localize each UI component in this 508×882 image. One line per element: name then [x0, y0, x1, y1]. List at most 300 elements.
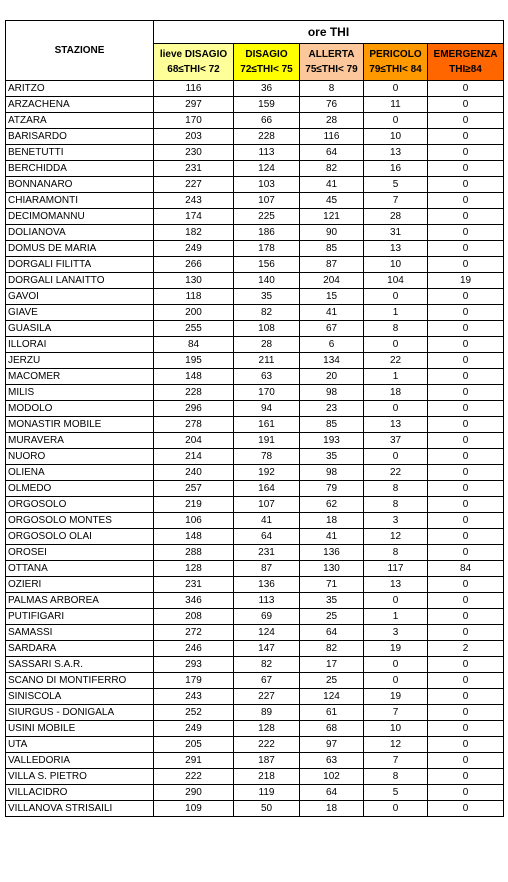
- hours-cell: 119: [234, 785, 300, 801]
- hours-cell: 0: [428, 433, 504, 449]
- table-row: [6, 673, 504, 689]
- hours-cell: 117: [364, 561, 428, 577]
- hours-cell: 222: [154, 769, 234, 785]
- hours-cell: 22: [364, 353, 428, 369]
- station-name-cell: NUORO: [6, 449, 154, 465]
- hours-cell: 0: [428, 225, 504, 241]
- hours-cell: 0: [428, 497, 504, 513]
- hours-cell: 41: [234, 513, 300, 529]
- hours-cell: 161: [234, 417, 300, 433]
- hours-cell: 5: [364, 177, 428, 193]
- hours-cell: 0: [428, 337, 504, 353]
- category-range: 68≤THI< 72: [167, 64, 220, 75]
- hours-cell: 136: [234, 577, 300, 593]
- table-row: [6, 481, 504, 497]
- hours-cell: 124: [300, 689, 364, 705]
- hours-cell: 116: [154, 81, 234, 97]
- hours-cell: 18: [300, 513, 364, 529]
- station-name-cell: SIURGUS - DONIGALA: [6, 705, 154, 721]
- hours-cell: 98: [300, 465, 364, 481]
- hours-cell: 249: [154, 241, 234, 257]
- hours-cell: 252: [154, 705, 234, 721]
- station-name-cell: ATZARA: [6, 113, 154, 129]
- category-range: THI≥84: [449, 64, 482, 75]
- hours-cell: 64: [234, 529, 300, 545]
- station-name-cell: BENETUTTI: [6, 145, 154, 161]
- hours-cell: 71: [300, 577, 364, 593]
- hours-cell: 85: [300, 241, 364, 257]
- hours-cell: 7: [364, 753, 428, 769]
- hours-cell: 231: [154, 161, 234, 177]
- hours-cell: 140: [234, 273, 300, 289]
- station-name-cell: ILLORAI: [6, 337, 154, 353]
- station-name-cell: GUASILA: [6, 321, 154, 337]
- table-row: [6, 497, 504, 513]
- hours-cell: 227: [234, 689, 300, 705]
- hours-cell: 0: [428, 769, 504, 785]
- hours-cell: 148: [154, 529, 234, 545]
- hours-cell: 107: [234, 497, 300, 513]
- hours-cell: 346: [154, 593, 234, 609]
- hours-cell: 36: [234, 81, 300, 97]
- category-name: lieve DISAGIO: [159, 49, 228, 60]
- hours-cell: 0: [428, 369, 504, 385]
- hours-cell: 76: [300, 97, 364, 113]
- hours-cell: 41: [300, 529, 364, 545]
- hours-cell: 82: [300, 161, 364, 177]
- hours-cell: 79: [300, 481, 364, 497]
- category-range: 79≤THI< 84: [369, 64, 422, 75]
- hours-cell: 0: [364, 81, 428, 97]
- hours-cell: 3: [364, 625, 428, 641]
- hours-cell: 10: [364, 257, 428, 273]
- station-name-cell: MURAVERA: [6, 433, 154, 449]
- station-name-cell: GIAVE: [6, 305, 154, 321]
- hours-cell: 179: [154, 673, 234, 689]
- hours-cell: 23: [300, 401, 364, 417]
- hours-cell: 257: [154, 481, 234, 497]
- hours-cell: 15: [300, 289, 364, 305]
- hours-cell: 178: [234, 241, 300, 257]
- table-row: [6, 321, 504, 337]
- hours-cell: 0: [428, 417, 504, 433]
- hours-cell: 84: [154, 337, 234, 353]
- hours-cell: 10: [364, 129, 428, 145]
- hours-cell: 102: [300, 769, 364, 785]
- hours-cell: 255: [154, 321, 234, 337]
- table-row: [6, 193, 504, 209]
- hours-cell: 0: [428, 545, 504, 561]
- hours-cell: 121: [300, 209, 364, 225]
- hours-cell: 13: [364, 417, 428, 433]
- hours-cell: 296: [154, 401, 234, 417]
- hours-cell: 69: [234, 609, 300, 625]
- hours-cell: 0: [364, 657, 428, 673]
- hours-cell: 8: [364, 481, 428, 497]
- hours-cell: 13: [364, 145, 428, 161]
- category-name: EMERGENZA: [433, 49, 498, 60]
- table-row: [6, 625, 504, 641]
- hours-cell: 1: [364, 305, 428, 321]
- station-name-cell: SAMASSI: [6, 625, 154, 641]
- hours-cell: 227: [154, 177, 234, 193]
- hours-cell: 7: [364, 705, 428, 721]
- hours-cell: 10: [364, 721, 428, 737]
- station-name-cell: GAVOI: [6, 289, 154, 305]
- hours-cell: 205: [154, 737, 234, 753]
- table-row: [6, 561, 504, 577]
- hours-cell: 25: [300, 609, 364, 625]
- hours-cell: 0: [428, 113, 504, 129]
- table-row: [6, 417, 504, 433]
- hours-cell: 203: [154, 129, 234, 145]
- table-row: [6, 785, 504, 801]
- hours-cell: 0: [428, 705, 504, 721]
- hours-cell: 225: [234, 209, 300, 225]
- hours-cell: 0: [428, 97, 504, 113]
- table-row: [6, 225, 504, 241]
- hours-cell: 45: [300, 193, 364, 209]
- hours-cell: 182: [154, 225, 234, 241]
- station-name-cell: USINI MOBILE: [6, 721, 154, 737]
- station-name-cell: MACOMER: [6, 369, 154, 385]
- hours-cell: 156: [234, 257, 300, 273]
- hours-cell: 22: [364, 465, 428, 481]
- hours-cell: 28: [300, 113, 364, 129]
- category-header-lieve-disagio: [154, 44, 234, 81]
- table-row: [6, 241, 504, 257]
- hours-cell: 0: [428, 177, 504, 193]
- hours-cell: 164: [234, 481, 300, 497]
- hours-cell: 0: [428, 673, 504, 689]
- table-body: [6, 81, 504, 817]
- station-name-cell: VILLANOVA STRISAILI: [6, 801, 154, 817]
- category-name: PERICOLO: [369, 49, 422, 60]
- hours-cell: 0: [428, 305, 504, 321]
- station-name-cell: DOMUS DE MARIA: [6, 241, 154, 257]
- hours-cell: 0: [364, 289, 428, 305]
- hours-cell: 0: [428, 257, 504, 273]
- hours-cell: 107: [234, 193, 300, 209]
- hours-cell: 272: [154, 625, 234, 641]
- hours-cell: 66: [234, 113, 300, 129]
- station-name-cell: VALLEDORIA: [6, 753, 154, 769]
- hours-cell: 19: [364, 641, 428, 657]
- station-name-cell: MILIS: [6, 385, 154, 401]
- hours-cell: 134: [300, 353, 364, 369]
- station-name-cell: DOLIANOVA: [6, 225, 154, 241]
- hours-cell: 159: [234, 97, 300, 113]
- table-row: [6, 161, 504, 177]
- station-name-cell: MODOLO: [6, 401, 154, 417]
- table-row: [6, 81, 504, 97]
- hours-cell: 67: [300, 321, 364, 337]
- hours-cell: 0: [428, 209, 504, 225]
- table-row: [6, 657, 504, 673]
- hours-cell: 108: [234, 321, 300, 337]
- hours-cell: 192: [234, 465, 300, 481]
- station-name-cell: ORGOSOLO: [6, 497, 154, 513]
- hours-cell: 291: [154, 753, 234, 769]
- hours-cell: 246: [154, 641, 234, 657]
- hours-cell: 41: [300, 177, 364, 193]
- hours-cell: 63: [234, 369, 300, 385]
- hours-cell: 35: [300, 593, 364, 609]
- hours-cell: 94: [234, 401, 300, 417]
- hours-cell: 0: [428, 353, 504, 369]
- hours-cell: 1: [364, 369, 428, 385]
- station-name-cell: VILLACIDRO: [6, 785, 154, 801]
- hours-cell: 20: [300, 369, 364, 385]
- table-row: [6, 145, 504, 161]
- station-name-cell: SCANO DI MONTIFERRO: [6, 673, 154, 689]
- table-row: [6, 273, 504, 289]
- table-row: [6, 737, 504, 753]
- hours-cell: 0: [428, 385, 504, 401]
- hours-cell: 90: [300, 225, 364, 241]
- hours-cell: 82: [234, 305, 300, 321]
- hours-cell: 243: [154, 193, 234, 209]
- hours-cell: 16: [364, 161, 428, 177]
- hours-cell: 3: [364, 513, 428, 529]
- hours-cell: 103: [234, 177, 300, 193]
- hours-cell: 0: [428, 161, 504, 177]
- thi-group-header: ore THI: [154, 21, 504, 44]
- hours-cell: 187: [234, 753, 300, 769]
- station-name-cell: BERCHIDDA: [6, 161, 154, 177]
- station-name-cell: BONNANARO: [6, 177, 154, 193]
- hours-cell: 0: [428, 737, 504, 753]
- hours-cell: 82: [300, 641, 364, 657]
- hours-cell: 288: [154, 545, 234, 561]
- hours-cell: 0: [428, 145, 504, 161]
- table-row: [6, 177, 504, 193]
- hours-cell: 106: [154, 513, 234, 529]
- hours-cell: 12: [364, 529, 428, 545]
- hours-cell: 136: [300, 545, 364, 561]
- hours-cell: 128: [234, 721, 300, 737]
- table-row: [6, 385, 504, 401]
- hours-cell: 87: [234, 561, 300, 577]
- hours-cell: 50: [234, 801, 300, 817]
- station-name-cell: MONASTIR MOBILE: [6, 417, 154, 433]
- hours-cell: 0: [428, 289, 504, 305]
- hours-cell: 85: [300, 417, 364, 433]
- hours-cell: 124: [234, 625, 300, 641]
- hours-cell: 63: [300, 753, 364, 769]
- hours-cell: 218: [234, 769, 300, 785]
- table-row: [6, 753, 504, 769]
- hours-cell: 37: [364, 433, 428, 449]
- hours-cell: 13: [364, 577, 428, 593]
- hours-cell: 89: [234, 705, 300, 721]
- hours-cell: 249: [154, 721, 234, 737]
- hours-cell: 113: [234, 145, 300, 161]
- hours-cell: 222: [234, 737, 300, 753]
- hours-cell: 266: [154, 257, 234, 273]
- hours-cell: 124: [234, 161, 300, 177]
- table-row: [6, 209, 504, 225]
- table-row: [6, 705, 504, 721]
- table-row: [6, 529, 504, 545]
- hours-cell: 78: [234, 449, 300, 465]
- hours-cell: 0: [364, 673, 428, 689]
- hours-cell: 97: [300, 737, 364, 753]
- category-header-emergenza: [428, 44, 504, 81]
- hours-cell: 148: [154, 369, 234, 385]
- hours-cell: 0: [428, 465, 504, 481]
- hours-cell: 204: [154, 433, 234, 449]
- hours-cell: 17: [300, 657, 364, 673]
- station-name-cell: ARITZO: [6, 81, 154, 97]
- hours-cell: 84: [428, 561, 504, 577]
- hours-cell: 0: [428, 753, 504, 769]
- station-name-cell: ORGOSOLO MONTES: [6, 513, 154, 529]
- table-row: [6, 113, 504, 129]
- table-row: [6, 609, 504, 625]
- hours-cell: 0: [364, 113, 428, 129]
- station-name-cell: SASSARI S.A.R.: [6, 657, 154, 673]
- table-row: [6, 721, 504, 737]
- hours-cell: 6: [300, 337, 364, 353]
- hours-cell: 5: [364, 785, 428, 801]
- hours-cell: 0: [428, 129, 504, 145]
- hours-cell: 19: [428, 273, 504, 289]
- hours-cell: 128: [154, 561, 234, 577]
- hours-cell: 104: [364, 273, 428, 289]
- station-column-header: STAZIONE: [6, 21, 154, 81]
- table-row: [6, 305, 504, 321]
- hours-cell: 195: [154, 353, 234, 369]
- station-name-cell: OTTANA: [6, 561, 154, 577]
- station-name-cell: DORGALI LANAITTO: [6, 273, 154, 289]
- station-name-cell: DORGALI FILITTA: [6, 257, 154, 273]
- hours-cell: 0: [428, 689, 504, 705]
- hours-cell: 211: [234, 353, 300, 369]
- hours-cell: 1: [364, 609, 428, 625]
- hours-cell: 290: [154, 785, 234, 801]
- hours-cell: 116: [300, 129, 364, 145]
- hours-cell: 0: [364, 337, 428, 353]
- hours-cell: 0: [428, 625, 504, 641]
- hours-cell: 2: [428, 641, 504, 657]
- hours-cell: 109: [154, 801, 234, 817]
- station-name-cell: UTA: [6, 737, 154, 753]
- hours-cell: 204: [300, 273, 364, 289]
- hours-cell: 0: [428, 241, 504, 257]
- hours-cell: 240: [154, 465, 234, 481]
- table-row: [6, 433, 504, 449]
- station-name-cell: ARZACHENA: [6, 97, 154, 113]
- station-name-cell: CHIARAMONTI: [6, 193, 154, 209]
- hours-cell: 0: [428, 657, 504, 673]
- header-row-top: [6, 21, 504, 44]
- table-row: [6, 465, 504, 481]
- table-row: [6, 369, 504, 385]
- hours-cell: 0: [428, 801, 504, 817]
- hours-cell: 0: [428, 593, 504, 609]
- hours-cell: 130: [154, 273, 234, 289]
- hours-cell: 28: [234, 337, 300, 353]
- table-row: [6, 545, 504, 561]
- hours-cell: 7: [364, 193, 428, 209]
- category-range: 75≤THI< 79: [305, 64, 358, 75]
- hours-cell: 243: [154, 689, 234, 705]
- hours-cell: 41: [300, 305, 364, 321]
- hours-cell: 200: [154, 305, 234, 321]
- station-name-cell: VILLA S. PIETRO: [6, 769, 154, 785]
- table-row: [6, 353, 504, 369]
- hours-cell: 0: [428, 577, 504, 593]
- hours-cell: 13: [364, 241, 428, 257]
- station-name-cell: BARISARDO: [6, 129, 154, 145]
- table-row: [6, 593, 504, 609]
- hours-cell: 193: [300, 433, 364, 449]
- hours-cell: 118: [154, 289, 234, 305]
- hours-cell: 35: [300, 449, 364, 465]
- hours-cell: 191: [234, 433, 300, 449]
- table-row: [6, 689, 504, 705]
- hours-cell: 219: [154, 497, 234, 513]
- hours-cell: 68: [300, 721, 364, 737]
- thi-hours-table: [5, 20, 504, 817]
- station-name-cell: OZIERI: [6, 577, 154, 593]
- hours-cell: 0: [428, 193, 504, 209]
- hours-cell: 0: [364, 449, 428, 465]
- hours-cell: 174: [154, 209, 234, 225]
- table-row: [6, 97, 504, 113]
- category-header-allerta: [300, 44, 364, 81]
- hours-cell: 64: [300, 625, 364, 641]
- hours-cell: 28: [364, 209, 428, 225]
- hours-cell: 0: [428, 609, 504, 625]
- hours-cell: 8: [364, 497, 428, 513]
- hours-cell: 0: [428, 529, 504, 545]
- hours-cell: 61: [300, 705, 364, 721]
- hours-cell: 35: [234, 289, 300, 305]
- table-row: [6, 641, 504, 657]
- table-row: [6, 577, 504, 593]
- category-name: DISAGIO: [245, 49, 288, 60]
- hours-cell: 0: [428, 513, 504, 529]
- hours-cell: 8: [364, 545, 428, 561]
- hours-cell: 11: [364, 97, 428, 113]
- hours-cell: 231: [154, 577, 234, 593]
- hours-cell: 8: [300, 81, 364, 97]
- station-name-cell: PALMAS ARBOREA: [6, 593, 154, 609]
- hours-cell: 0: [364, 401, 428, 417]
- hours-cell: 228: [154, 385, 234, 401]
- hours-cell: 0: [428, 721, 504, 737]
- hours-cell: 208: [154, 609, 234, 625]
- hours-cell: 0: [428, 321, 504, 337]
- hours-cell: 297: [154, 97, 234, 113]
- hours-cell: 31: [364, 225, 428, 241]
- hours-cell: 0: [428, 449, 504, 465]
- hours-cell: 64: [300, 145, 364, 161]
- hours-cell: 0: [364, 593, 428, 609]
- hours-cell: 293: [154, 657, 234, 673]
- hours-cell: 0: [428, 81, 504, 97]
- category-range: 72≤THI< 75: [240, 64, 293, 75]
- table-row: [6, 769, 504, 785]
- hours-cell: 0: [428, 481, 504, 497]
- station-name-cell: PUTIFIGARI: [6, 609, 154, 625]
- hours-cell: 170: [234, 385, 300, 401]
- station-name-cell: JERZU: [6, 353, 154, 369]
- station-name-cell: OROSEI: [6, 545, 154, 561]
- table-row: [6, 337, 504, 353]
